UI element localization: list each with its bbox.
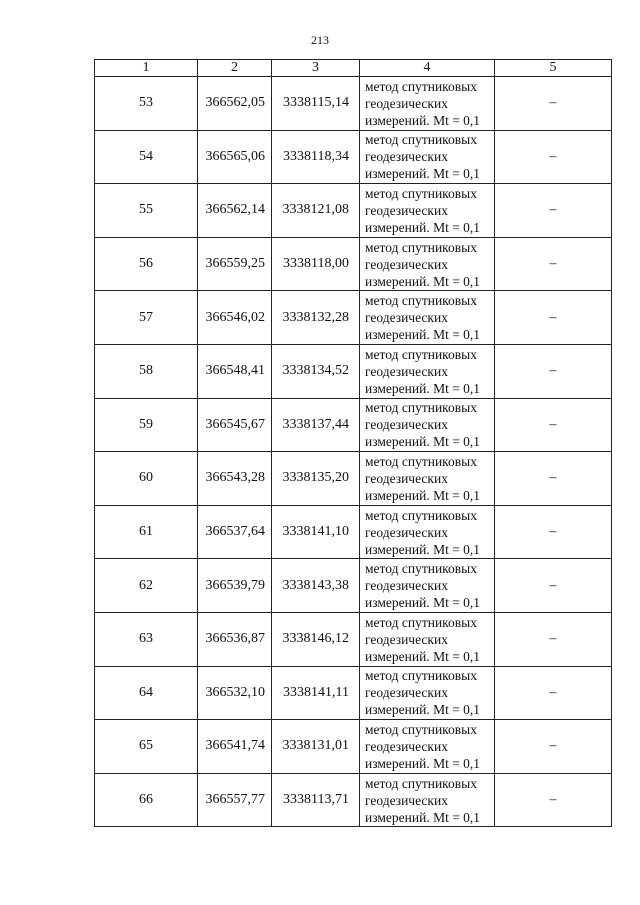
method-text-line: геодезических bbox=[365, 738, 448, 754]
y-coordinate-cell: 3338131,01 bbox=[272, 720, 360, 774]
method-cell bbox=[360, 130, 495, 184]
x-coordinate-cell: 366548,41 bbox=[198, 344, 272, 398]
point-number-cell: 63 bbox=[95, 612, 198, 666]
method-text-line: метод спутниковых bbox=[365, 721, 477, 737]
x-coordinate-cell: 366545,67 bbox=[198, 398, 272, 452]
method-text-line: метод спутниковых bbox=[365, 185, 477, 201]
column-header-1: 1 bbox=[95, 60, 198, 77]
method-text-line: измерений. Mt = 0,1 bbox=[365, 755, 481, 771]
method-text-line: измерений. Mt = 0,1 bbox=[365, 327, 481, 343]
method-text-line: измерений. Mt = 0,1 bbox=[365, 166, 481, 182]
method-cell bbox=[360, 398, 495, 452]
method-text-line: геодезических bbox=[365, 310, 448, 326]
coordinates-table bbox=[94, 59, 612, 827]
table-row bbox=[95, 344, 612, 398]
table-row bbox=[95, 237, 612, 291]
point-number-cell: 62 bbox=[95, 559, 198, 613]
point-number-cell: 64 bbox=[95, 666, 198, 720]
method-cell bbox=[360, 773, 495, 827]
method-text-line: метод спутниковых bbox=[365, 453, 477, 469]
point-number-cell: 65 bbox=[95, 720, 198, 774]
table-row bbox=[95, 559, 612, 613]
method-text-line: измерений. Mt = 0,1 bbox=[365, 809, 481, 825]
y-coordinate-cell: 3338118,34 bbox=[272, 130, 360, 184]
table-row bbox=[95, 291, 612, 345]
x-coordinate-cell: 366559,25 bbox=[198, 237, 272, 291]
method-text-line: геодезических bbox=[365, 95, 448, 111]
point-number-cell: 59 bbox=[95, 398, 198, 452]
method-text-line: геодезических bbox=[365, 202, 448, 218]
y-coordinate-cell: 3338132,28 bbox=[272, 291, 360, 345]
page-number: 213 bbox=[311, 33, 329, 47]
x-coordinate-cell: 366546,02 bbox=[198, 291, 272, 345]
note-cell: – bbox=[495, 559, 612, 613]
table-row bbox=[95, 452, 612, 506]
note-cell: – bbox=[495, 773, 612, 827]
column-header-3: 3 bbox=[272, 60, 360, 77]
method-text-line: метод спутниковых bbox=[365, 668, 477, 684]
method-text-line: метод спутниковых bbox=[365, 775, 477, 791]
method-cell bbox=[360, 505, 495, 559]
method-text-line: метод спутниковых bbox=[365, 239, 477, 255]
method-text-line: измерений. Mt = 0,1 bbox=[365, 112, 481, 128]
point-number-cell: 60 bbox=[95, 452, 198, 506]
y-coordinate-cell: 3338121,08 bbox=[272, 184, 360, 238]
point-number-cell: 57 bbox=[95, 291, 198, 345]
note-cell: – bbox=[495, 452, 612, 506]
method-text-line: геодезических bbox=[365, 631, 448, 647]
note-cell: – bbox=[495, 77, 612, 131]
point-number-cell: 58 bbox=[95, 344, 198, 398]
note-cell: – bbox=[495, 184, 612, 238]
y-coordinate-cell: 3338113,71 bbox=[272, 773, 360, 827]
method-cell bbox=[360, 612, 495, 666]
point-number-cell: 54 bbox=[95, 130, 198, 184]
x-coordinate-cell: 366562,14 bbox=[198, 184, 272, 238]
table-row bbox=[95, 666, 612, 720]
method-text-line: метод спутниковых bbox=[365, 293, 477, 309]
method-text-line: метод спутниковых bbox=[365, 132, 477, 148]
y-coordinate-cell: 3338143,38 bbox=[272, 559, 360, 613]
note-cell: – bbox=[495, 612, 612, 666]
method-text-line: измерений. Mt = 0,1 bbox=[365, 434, 481, 450]
y-coordinate-cell: 3338141,10 bbox=[272, 505, 360, 559]
method-cell bbox=[360, 344, 495, 398]
method-cell bbox=[360, 237, 495, 291]
table-row bbox=[95, 720, 612, 774]
method-text-line: измерений. Mt = 0,1 bbox=[365, 380, 481, 396]
x-coordinate-cell: 366532,10 bbox=[198, 666, 272, 720]
method-cell bbox=[360, 666, 495, 720]
x-coordinate-cell: 366537,64 bbox=[198, 505, 272, 559]
note-cell: – bbox=[495, 291, 612, 345]
point-number-cell: 56 bbox=[95, 237, 198, 291]
method-text-line: измерений. Mt = 0,1 bbox=[365, 702, 481, 718]
table-row bbox=[95, 505, 612, 559]
y-coordinate-cell: 3338118,00 bbox=[272, 237, 360, 291]
x-coordinate-cell: 366557,77 bbox=[198, 773, 272, 827]
method-cell bbox=[360, 720, 495, 774]
method-text-line: измерений. Mt = 0,1 bbox=[365, 219, 481, 235]
method-text-line: геодезических bbox=[365, 256, 448, 272]
method-text-line: геодезических bbox=[365, 578, 448, 594]
y-coordinate-cell: 3338137,44 bbox=[272, 398, 360, 452]
y-coordinate-cell: 3338146,12 bbox=[272, 612, 360, 666]
y-coordinate-cell: 3338134,52 bbox=[272, 344, 360, 398]
table-row bbox=[95, 77, 612, 131]
method-text-line: измерений. Mt = 0,1 bbox=[365, 541, 481, 557]
table-row bbox=[95, 773, 612, 827]
method-cell bbox=[360, 184, 495, 238]
column-header-5: 5 bbox=[495, 60, 612, 77]
method-text-line: метод спутниковых bbox=[365, 400, 477, 416]
y-coordinate-cell: 3338141,11 bbox=[272, 666, 360, 720]
method-text-line: метод спутниковых bbox=[365, 78, 477, 94]
method-cell bbox=[360, 77, 495, 131]
note-cell: – bbox=[495, 344, 612, 398]
method-text-line: геодезических bbox=[365, 149, 448, 165]
method-text-line: измерений. Mt = 0,1 bbox=[365, 648, 481, 664]
table-body bbox=[95, 77, 612, 827]
note-cell: – bbox=[495, 398, 612, 452]
y-coordinate-cell: 3338115,14 bbox=[272, 77, 360, 131]
method-text-line: геодезических bbox=[365, 792, 448, 808]
note-cell: – bbox=[495, 666, 612, 720]
column-header-4: 4 bbox=[360, 60, 495, 77]
method-cell bbox=[360, 559, 495, 613]
point-number-cell: 55 bbox=[95, 184, 198, 238]
table-row bbox=[95, 398, 612, 452]
table-row bbox=[95, 130, 612, 184]
column-header-2: 2 bbox=[198, 60, 272, 77]
x-coordinate-cell: 366536,87 bbox=[198, 612, 272, 666]
table-header-row bbox=[95, 60, 612, 77]
note-cell: – bbox=[495, 130, 612, 184]
note-cell: – bbox=[495, 720, 612, 774]
method-text-line: геодезических bbox=[365, 524, 448, 540]
method-text-line: геодезических bbox=[365, 363, 448, 379]
note-cell: – bbox=[495, 237, 612, 291]
method-text-line: метод спутниковых bbox=[365, 346, 477, 362]
x-coordinate-cell: 366543,28 bbox=[198, 452, 272, 506]
point-number-cell: 66 bbox=[95, 773, 198, 827]
method-text-line: геодезических bbox=[365, 685, 448, 701]
method-text-line: геодезических bbox=[365, 470, 448, 486]
method-text-line: измерений. Mt = 0,1 bbox=[365, 487, 481, 503]
x-coordinate-cell: 366562,05 bbox=[198, 77, 272, 131]
method-text-line: метод спутниковых bbox=[365, 614, 477, 630]
note-cell: – bbox=[495, 505, 612, 559]
table-row bbox=[95, 184, 612, 238]
method-text-line: измерений. Mt = 0,1 bbox=[365, 273, 481, 289]
x-coordinate-cell: 366539,79 bbox=[198, 559, 272, 613]
x-coordinate-cell: 366565,06 bbox=[198, 130, 272, 184]
point-number-cell: 61 bbox=[95, 505, 198, 559]
table-row bbox=[95, 612, 612, 666]
method-cell bbox=[360, 452, 495, 506]
method-text-line: геодезических bbox=[365, 417, 448, 433]
method-text-line: метод спутниковых bbox=[365, 507, 477, 523]
y-coordinate-cell: 3338135,20 bbox=[272, 452, 360, 506]
method-cell bbox=[360, 291, 495, 345]
point-number-cell: 53 bbox=[95, 77, 198, 131]
x-coordinate-cell: 366541,74 bbox=[198, 720, 272, 774]
method-text-line: метод спутниковых bbox=[365, 561, 477, 577]
method-text-line: измерений. Mt = 0,1 bbox=[365, 595, 481, 611]
